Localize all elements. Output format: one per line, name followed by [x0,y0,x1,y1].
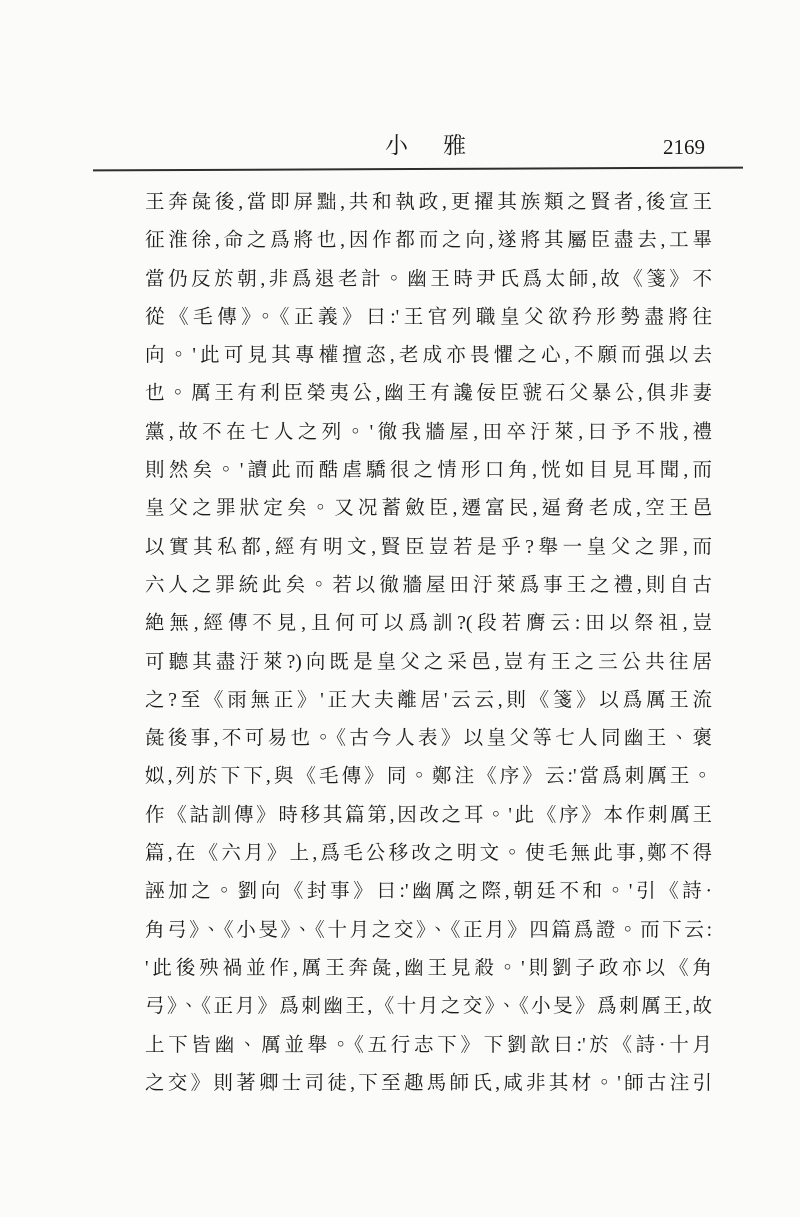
text-line: 皇父之罪狀定矣。又况蓄斂臣,遷富民,逼脅老成,空王邑 [145,498,712,520]
text-line: 黨,故不在七人之列。'徹我牆屋,田卒汙萊,曰予不戕,禮 [145,421,712,443]
text-line: 則然矣。'讀此而酷虐驕很之情形口角,恍如目見耳聞,而 [145,460,712,482]
text-line: 向。'此可見其專權擅恣,老成亦畏懼之心,不願而强以去 [145,345,712,367]
text-line: 上下皆幽、厲並舉。《五行志下》下劉歆曰:'於《詩·十月 [145,1034,712,1056]
text-line: 之?至《雨無正》'正大夫離居'云云,則《箋》以爲厲王流 [145,689,712,711]
text-line: '此後殃禍並作,厲王奔彘,幽王見殺。'則劉子政亦以《角 [145,957,712,979]
text-line: 誣加之。劉向《封事》曰:'幽厲之際,朝廷不和。'引《詩· [145,881,712,903]
text-line: 也。厲王有利臣榮夷公,幽王有讒佞臣虢石父暴公,俱非妻 [145,383,712,405]
text-line: 姒,列於下下,與《毛傳》同。鄭注《序》云:'當爲刺厲王。 [145,766,712,788]
page-number: 2169 [663,135,705,159]
text-line: 當仍反於朝,非爲退老計。幽王時尹氏爲太師,故《箋》不 [145,268,712,290]
text-line: 王奔彘後,當即屏黜,共和執政,更擢其族類之賢者,後宣王 [145,192,712,213]
body-text [145,184,712,1103]
text-line: 以實其私都,經有明文,賢臣豈若是乎?舉一皇父之罪,而 [145,536,712,558]
text-line: 篇,在《六月》上,爲毛公移改之明文。使毛無此事,鄭不得 [145,843,712,865]
text-line: 從《毛傳》。《正義》曰:'王官列職皇父欲矜形勢盡將往 [145,306,712,328]
text-line: 彘後事,不可易也。《古今人表》以皇父等七人同幽王、褒 [145,728,712,750]
text-line: 六人之罪統此矣。若以徹牆屋田汙萊爲事王之禮,則自古 [145,574,712,596]
text-line: 可聽其盡汙萊?)向既是皇父之采邑,豈有王之三公共往居 [145,651,712,673]
header-rule [93,167,743,172]
text-line: 角弓》、《小旻》、《十月之交》、《正月》四篇爲證。而下云: [145,919,712,941]
text-line: 作《詁訓傳》時移其篇第,因改之耳。'此《序》本作刺厲王 [145,804,712,826]
page-header-title: 小 雅 [385,133,472,158]
text-line: 征淮徐,命之爲將也,因作都而之向,遂將其屬臣盡去,工畢 [145,230,712,252]
text-line: 之交》則著卿士司徒,下至趣馬師氏,咸非其材。'師古注引 [145,1072,712,1094]
text-line: 弓》、《正月》爲刺幽王,《十月之交》、《小旻》爲刺厲王,故 [145,996,712,1018]
text-line: 絶無,經傳不見,且何可以爲訓?(段若膺云:田以祭祖,豈 [145,613,712,635]
